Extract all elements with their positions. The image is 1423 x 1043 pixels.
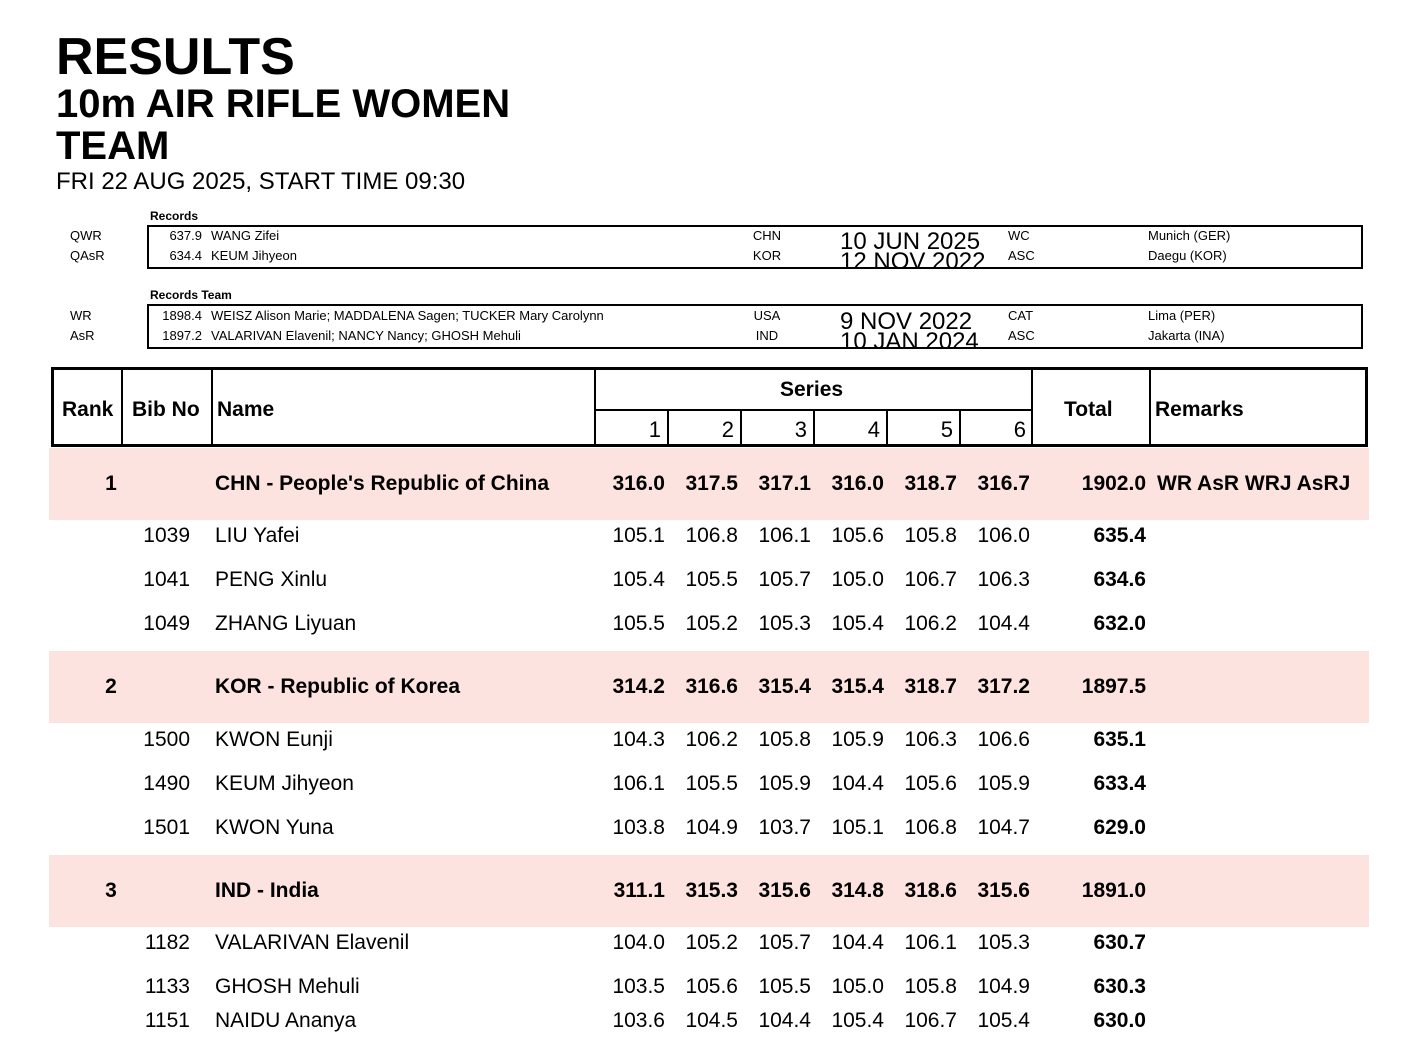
record-nation: CHN (752, 228, 782, 243)
series-score: 105.6 (904, 772, 957, 795)
series-score: 106.8 (685, 524, 738, 547)
record-code: QWR (70, 228, 102, 243)
athlete-name: LIU Yafei (215, 524, 300, 547)
series-score: 106.7 (904, 568, 957, 591)
athlete-total: 629.0 (1093, 816, 1146, 839)
series-score: 106.1 (758, 524, 811, 547)
series-score: 316.7 (977, 472, 1030, 495)
series-score: 311.1 (613, 879, 665, 902)
total-header: Total (1064, 398, 1113, 421)
record-event: ASC (1008, 248, 1035, 263)
series-score: 105.2 (685, 612, 738, 635)
remarks-header: Remarks (1155, 398, 1244, 421)
series-score: 105.6 (685, 975, 738, 998)
team-total: 1902.0 (1081, 472, 1146, 495)
series-score: 104.4 (831, 772, 884, 795)
records-heading: Records (150, 209, 199, 223)
team-total: 1891.0 (1081, 879, 1146, 902)
athlete-bib: 1182 (144, 931, 190, 954)
series-score: 103.7 (758, 816, 811, 839)
athlete-row (49, 921, 1369, 965)
record-score: 1897.2 (162, 328, 202, 343)
series-score: 105.4 (831, 612, 884, 635)
series-score: 106.2 (904, 612, 957, 635)
athlete-row (49, 762, 1369, 806)
series-score: 104.4 (758, 1009, 811, 1032)
record-score: 634.4 (169, 248, 202, 263)
record-place: Lima (PER) (1148, 308, 1216, 323)
series-score: 105.6 (831, 524, 884, 547)
series-score: 105.1 (612, 524, 665, 547)
athlete-name: GHOSH Mehuli (215, 975, 360, 998)
series-number: 6 (1013, 417, 1026, 442)
athlete-name: KWON Eunji (215, 728, 333, 751)
series-score: 105.5 (685, 772, 738, 795)
bib-header: Bib No (132, 398, 200, 421)
athlete-row (49, 602, 1369, 646)
series-score: 314.8 (831, 879, 884, 902)
series-score: 318.6 (904, 879, 957, 902)
series-score: 105.8 (904, 524, 957, 547)
series-score: 105.0 (831, 568, 884, 591)
team-remarks: WR AsR WRJ AsRJ (1157, 472, 1351, 495)
series-score: 104.7 (977, 816, 1030, 839)
series-score: 105.7 (758, 568, 811, 591)
athlete-bib: 1501 (143, 816, 190, 839)
series-header: Series (780, 378, 844, 401)
series-score: 103.5 (612, 975, 665, 998)
record-place: Munich (GER) (1148, 228, 1231, 243)
record-code: QAsR (70, 248, 105, 263)
series-score: 105.8 (758, 728, 811, 751)
series-number: 4 (867, 417, 880, 442)
series-score: 105.5 (612, 612, 665, 635)
series-score: 105.5 (758, 975, 811, 998)
series-score: 317.2 (977, 675, 1030, 698)
athlete-row (49, 806, 1369, 850)
series-score: 103.6 (612, 1009, 665, 1032)
athlete-name: KEUM Jihyeon (215, 772, 354, 795)
team-rank: 2 (105, 675, 117, 698)
athlete-name: PENG Xinlu (215, 568, 328, 591)
series-score: 104.9 (685, 816, 738, 839)
event-datetime: FRI 22 AUG 2025, START TIME 09:30 (56, 168, 466, 195)
series-score: 105.4 (612, 568, 665, 591)
records-team-heading: Records Team (150, 288, 232, 302)
series-score: 315.6 (977, 879, 1030, 902)
record-date: 9 NOV 2022 (840, 308, 973, 335)
series-number: 2 (721, 417, 734, 442)
series-score: 106.7 (904, 1009, 957, 1032)
page-title: RESULTS (56, 28, 295, 86)
series-score: 105.9 (758, 772, 811, 795)
record-date: 10 JAN 2024 (840, 328, 979, 355)
athlete-row (49, 558, 1369, 602)
athlete-row (49, 514, 1369, 558)
record-score: 637.9 (169, 228, 202, 243)
series-score: 106.6 (977, 728, 1030, 751)
athlete-total: 630.7 (1093, 931, 1146, 954)
series-score: 316.6 (685, 675, 738, 698)
athlete-total: 634.6 (1093, 568, 1146, 591)
record-event: ASC (1008, 328, 1035, 343)
series-score: 314.2 (612, 675, 665, 698)
athlete-bib: 1039 (143, 524, 190, 547)
record-event: WC (1008, 228, 1030, 243)
record-place: Jakarta (INA) (1148, 328, 1225, 343)
series-score: 105.8 (904, 975, 957, 998)
athlete-bib: 1133 (144, 975, 190, 998)
series-score: 104.9 (977, 975, 1030, 998)
series-score: 316.0 (831, 472, 884, 495)
series-score: 105.9 (831, 728, 884, 751)
series-score: 106.0 (977, 524, 1030, 547)
athlete-bib: 1151 (144, 1009, 190, 1032)
athlete-bib: 1500 (143, 728, 190, 751)
athlete-total: 635.1 (1093, 728, 1146, 751)
series-score: 105.4 (831, 1009, 884, 1032)
team-name: KOR - Republic of Korea (215, 675, 461, 698)
series-score: 105.3 (977, 931, 1030, 954)
series-score: 105.1 (831, 816, 884, 839)
record-holder: VALARIVAN Elavenil; NANCY Nancy; GHOSH Mehuli (211, 328, 521, 343)
series-score: 318.7 (904, 675, 957, 698)
athlete-bib: 1049 (143, 612, 190, 635)
series-score: 106.1 (904, 931, 957, 954)
series-score: 105.4 (977, 1009, 1030, 1032)
record-place: Daegu (KOR) (1148, 248, 1227, 263)
series-score: 315.6 (758, 879, 811, 902)
series-score: 317.1 (758, 472, 811, 495)
series-score: 315.4 (831, 675, 884, 698)
series-number: 1 (648, 417, 661, 442)
name-header: Name (217, 398, 275, 421)
athlete-name: VALARIVAN Elavenil (215, 931, 410, 954)
record-event: CAT (1008, 308, 1034, 323)
series-score: 104.3 (612, 728, 665, 751)
team-row (49, 448, 1369, 520)
series-score: 105.9 (977, 772, 1030, 795)
series-score: 104.4 (831, 931, 884, 954)
team-row (49, 651, 1369, 723)
team-name: CHN - People's Republic of China (215, 472, 550, 495)
record-score: 1898.4 (162, 308, 202, 323)
athlete-row (49, 999, 1369, 1043)
record-date: 10 JUN 2025 (840, 228, 981, 255)
athlete-row (49, 718, 1369, 762)
series-score: 106.2 (685, 728, 738, 751)
athlete-total: 632.0 (1093, 612, 1146, 635)
results-table-header (51, 367, 1368, 447)
record-code: WR (70, 308, 92, 323)
record-code: AsR (70, 328, 95, 343)
record-holder: WANG Zifei (211, 228, 280, 243)
record-nation: KOR (752, 248, 782, 263)
record-date: 12 NOV 2022 (840, 248, 986, 275)
record-holder: KEUM Jihyeon (211, 248, 297, 263)
series-score: 104.5 (685, 1009, 738, 1032)
series-number: 3 (794, 417, 807, 442)
event-category: TEAM (56, 124, 170, 168)
athlete-total: 633.4 (1093, 772, 1146, 795)
series-score: 315.3 (685, 879, 738, 902)
series-score: 317.5 (685, 472, 738, 495)
rank-header: Rank (62, 398, 114, 421)
event-title: 10m AIR RIFLE WOMEN (56, 82, 511, 126)
series-score: 103.8 (612, 816, 665, 839)
athlete-total: 630.0 (1093, 1009, 1146, 1032)
series-score: 106.3 (904, 728, 957, 751)
athlete-bib: 1490 (143, 772, 190, 795)
series-score: 316.0 (612, 472, 665, 495)
athlete-name: KWON Yuna (215, 816, 334, 839)
athlete-bib: 1041 (143, 568, 190, 591)
series-score: 104.0 (612, 931, 665, 954)
athlete-name: ZHANG Liyuan (215, 612, 357, 635)
record-nation: IND (755, 328, 779, 343)
series-number: 5 (940, 417, 953, 442)
series-score: 105.0 (831, 975, 884, 998)
series-score: 105.5 (685, 568, 738, 591)
record-holder: WEISZ Alison Marie; MADDALENA Sagen; TUCKER Mary Carolynn (211, 308, 604, 323)
series-score: 106.1 (612, 772, 665, 795)
team-row (49, 855, 1369, 927)
team-rank: 1 (105, 472, 117, 495)
series-score: 104.4 (977, 612, 1030, 635)
series-score: 318.7 (904, 472, 957, 495)
team-total: 1897.5 (1081, 675, 1146, 698)
team-rank: 3 (105, 879, 117, 902)
team-name: IND - India (215, 879, 319, 902)
series-score: 106.8 (904, 816, 957, 839)
series-score: 106.3 (977, 568, 1030, 591)
athlete-total: 635.4 (1093, 524, 1146, 547)
athlete-name: NAIDU Ananya (215, 1009, 357, 1032)
record-nation: USA (753, 308, 781, 323)
athlete-total: 630.3 (1093, 975, 1146, 998)
series-score: 105.3 (758, 612, 811, 635)
series-score: 315.4 (758, 675, 811, 698)
series-score: 105.7 (758, 931, 811, 954)
series-score: 105.2 (685, 931, 738, 954)
